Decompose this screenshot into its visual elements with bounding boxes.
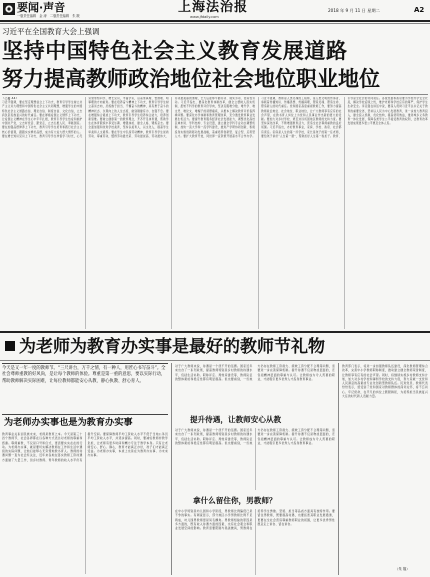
website-url: www.jfdaily.com: [190, 15, 219, 19]
column-divider-2: [338, 363, 339, 575]
editor-quote-box: [2, 363, 168, 415]
main-headline-line2: 努力提高教师政治地位社会地位职业地位: [2, 67, 380, 91]
lead-body: [2, 97, 428, 329]
article-2-lede: 对于广大教师来说，待遇是一个绕不开的话题。国家近年来出台了一系列政策，提高教师特别是乡村教师的待遇水平，包括生活补助、职称评定、周转房建设等，教师队伍的整体素质和稳定性都有明显提高。但也要看到，一些地方仍存在教师工资拖欠、绩效工资分配不合理等问题，需要进一步完善保障机制。提升待遇不仅是物质层面的，还包括精神层面的尊重与认可。让教师成为令人羡慕的职业，才能吸引更多优秀人才投身教育事业。: [175, 364, 335, 381]
editor-credits: 一版责任编辑 金 涛 二版责任编辑 朱 戡: [17, 14, 80, 18]
lead-dateline: （上接 A1）: [2, 97, 19, 100]
article-4-signature: （朱 翔）: [395, 567, 410, 571]
lead-body-text: 习近平强调，要在坚定理想信念上下功夫，教育引导学生树立共产主义远大理想和中国特色社会主义共同理想，增强学生的中国特色社会主义道路自信、理论自信、制度自信、文化自信，立志肩负起民族复兴的时代重任。要在厚植爱国主义情怀上下功夫，让爱国主义精神在学生心中牢牢扎根，教育引导学生热爱和拥护中国共产党，立志听党话、跟党走，立志扎根人民、奉献国家。要在加强品德修养上下功夫，教育引导学生培育和践行社会主义核心价值观，踏踏实实修好品德，成为有大爱大德大情怀的人。要在增长知识见识上下功夫，教育引导学生珍惜学习时光，心无旁骛求知问学，增长见识，丰富学识，沿着求真理、悟道理、明事理的方向前进。要在培养奋斗精神上下功夫，教育引导学生树立高远志向，历练敢于担当、不懈奋斗的精神，具有勇于奋斗的精神状态、乐观向上的人生态度，做到刚健有为、自强不息。要在增强综合素质上下功夫，教育引导学生培养综合能力，培养创新思维。要树立健康第一的教育理念，开齐开足体育课，帮助学生在体育锻炼中享受乐趣、增强体质、健全人格、锤炼意志。要全面加强和改进学校美育，坚持以美育人、以文化人，提高学生审美和人文素养。要在学生中弘扬劳动精神，教育引导学生崇尚劳动、尊重劳动，懂得劳动最光荣、劳动最崇高、劳动最伟大、劳动最美丽的道理，长大后能够辛勤劳动、诚实劳动、创造性劳动。习近平指出，要深化教育体制改革，健全立德树人落实机制，扭转不科学的教育评价导向，坚决克服唯分数、唯升学、唯文凭、唯论文、唯帽子的顽瘴痼疾，从根本上解决教育评价指挥棒问题。要深化办学体制和教育管理改革，充分激发教育事业发展生机活力。要提升教育服务经济社会发展能力，调整优化高校区域布局、学科结构、专业设置，建立健全学科专业动态调整机制，加快一流大学和一流学科建设，推进产学研协同创新，积极投身实施创新驱动发展战略，着重培养创新型、复合型、应用型人才。要扩大教育开放，同世界一流资源开展高水平合作办学。习近平强调，教师是人类灵魂的工程师，是人类文明的传承者，承载着传播知识、传播思想、传播真理，塑造灵魂、塑造生命、塑造新人的时代重任。党和国家高度重视教师工作，要努力提高教师政治地位、社会地位、职业地位，让广大教师享有应有的社会声望，在教书育人岗位上为党和人民事业作出新的更大的贡献。要加大对乡村学校、艰苦边远贫困地区教师的支持力度。要坚持深化改革，不断增强教育活力，营造全社会尊师重教的良好氛围。习近平指出，办好教育事业，家庭、学校、政府、社会都有责任。家庭是人生的第一所学校，家长是孩子的第一任老师，要给孩子讲好“人生第一课”，帮助扣好人生第一粒扣子。教育、引导是全社会的共同责任。各级党委和政府要为学校办学安全托底，解决学校后顾之忧，维护老师和学校应有的尊严，保护学生生命安全。李克强在讲话中说，要深入贯彻习近平总书记关于教育的重要论述，坚持以人民为中心发展教育，进一步加大教育投入，健全投入机制，优化结构，提高使用效益，推进城乡义务教育一体化发展，保障各类学生公平接受教育的权利，让教育改革发展成果更多更公平惠及全体人民。: [2, 97, 428, 138]
article-2-body: 对于广大教师来说，待遇是一个绕不开的话题。国家近年来出台了一系列政策，提高教师特别是乡村教师的待遇水平，包括生活补助、职称评定、周转房建设等，教师队伍的整体素质和稳定性都有明显提高。但也要看到，一些地方仍存在教师工资拖欠、绩效工资分配不合理等问题，需要进一步完善保障机制。提升待遇不仅是物质层面的，还包括精神层面的尊重与认可。让教师成为令人羡慕的职业，才能吸引更多优秀人才投身教育事业。: [175, 428, 335, 445]
issue-date: 2018 年 9 月 11 日 星期二: [328, 8, 380, 13]
section-logo-icon: [3, 3, 15, 15]
section-title: 要闻·声音: [17, 1, 66, 14]
editor-quote: 今天是又一年一度的教师节。“三尺讲台，万千之情，有一种人，用匠心书写奋斗”。全社会尊师重教的好风尚，是让每个教师的体验。尊重是第一重的意思，要以实际行动，帮助教师解决实际困难，让每位教师都能安心从教、静心执教、舒心育人。: [2, 366, 166, 384]
headline-kicker: 习近平在全国教育大会上强调: [2, 27, 100, 36]
article-2-title: 提升待遇，让教师安心从教: [190, 415, 282, 424]
masthead-hairline: [0, 23, 430, 24]
article-3-body: 在中小学特别是幼儿园和小学阶段，男教师比例偏低已是不争的事实。有调查显示，部分地区小学男教师比例不足两成，幼儿园男教师更是凤毛麟角。男教师短缺的原因是多方面的，既有收入待遇方面的因素，也有社会观念和职业发展空间的影响。教育需要阳刚与柔美兼具，男教师在培养学生勇敢、坚毅、担当等品质方面具有独特作用。要留住男教师，既要提高待遇，也要拓宽其职业发展通道，更要在全社会营造尊重教师职业的氛围，让更多优秀男性愿意走上讲台、留在讲台。: [175, 509, 335, 531]
page-number: A2: [414, 6, 425, 14]
article-1-body: 教育事业关系到民族未来，老师是教育之本。今天是第三十四个教师节，社会各界都在以各种方式表达对老师的尊重和感谢。尊师重教，不仅是口号和仪式，更需要实实在在的行动。为老师办实事，就是要切实解决教师在工作和生活中遇到的实际问题，让他们能够心无旁骛地教书育人。教师的待遇问题一直为社会所关注，近年来各地在落实教师工资待遇方面做了大量工作，但乡村教师、青年教师的收入水平仍有提升空间。要保障教师平均工资收入水平不低于当地公务员平均工资收入水平，并逐步提高。同时，要减轻教师非教学负担，让老师有更多时间和精力专注于教学本身。只有让老师安心、舒心、静心，教育才能真正办好，孩子们才能真正受益。为老师办实事，本质上也是在为教育办实事、为未来办实事。: [2, 432, 168, 462]
column-divider-1: [171, 363, 172, 575]
article-1-title: 为老师办实事也是为教育办实事: [4, 417, 133, 428]
masthead-rule: [0, 20, 430, 22]
article-4-body: 教育部门表示，将进一步加强教师队伍建设，深化教师管理综合改革，完善中小学教师职称制度，推动建立健全教师荣誉制度，让教师享有应有的社会声望。同时，将继续实施乡村教师支持计划，加大对乡村学校和薄弱学校的支持力度，努力造就一支党和人民满意的高素质专业化创新型教师队伍。民进党员、教师代表纷纷表示，感受到了党和国家对教师群体的深切关怀，将不忘初心、牢记使命，在平凡的岗位上默默耕耘，为培养担当民族复兴大任的时代新人贡献力量。: [342, 364, 428, 399]
main-headline-line1: 坚持中国特色社会主义教育发展道路: [2, 39, 348, 63]
banner-title: 为老师为教育办实事是最好的教师节礼物: [19, 337, 325, 357]
article-3-title: 拿什么留住你，男教师？: [193, 496, 277, 505]
banner-bullet-icon: [5, 341, 15, 351]
banner-top-rule: [0, 331, 430, 333]
banner-bottom-rule: [0, 360, 430, 361]
newspaper-logo: 上海法治报: [178, 0, 249, 15]
headline-underline: [2, 94, 428, 95]
